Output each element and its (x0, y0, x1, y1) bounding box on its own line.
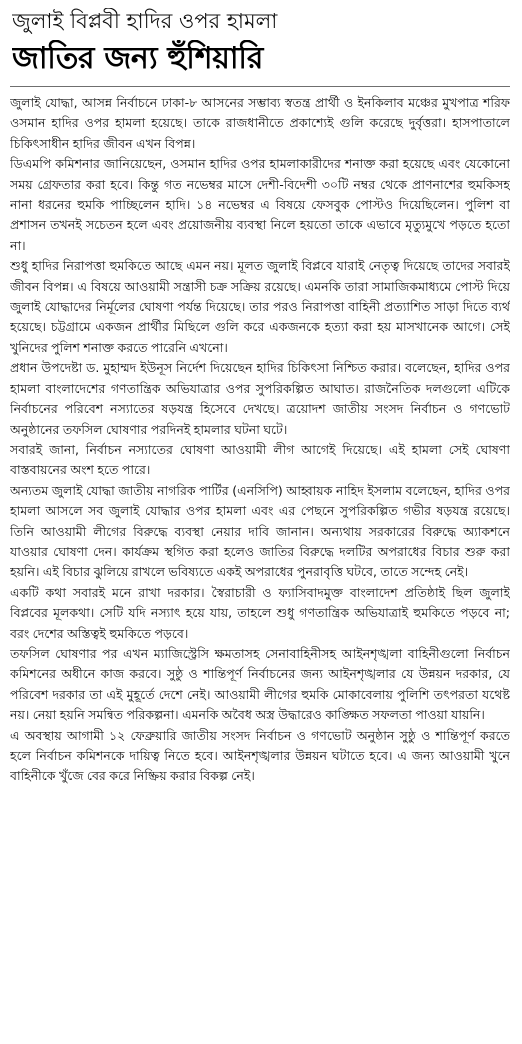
article-paragraph: একটি কথা সবারই মনে রাখা দরকার। স্বৈরাচারী ও ফ্যাসিবাদমুক্ত বাংলাদেশ প্রতিষ্ঠাই ছিল জুলাই বিপ্লবের মূলকথা। সেটি যদি নস্যাৎ হয়ে যায়, তাহলে শুধু গণতান্ত্রিক অভিযাত্রাই হুমকিতে পড়বে না; বরং দেশের অস্তিত্বই হুমকিতে পড়বে। (10, 584, 510, 641)
article-paragraph: প্রধান উপদেষ্টা ড. মুহাম্মদ ইউনূস নির্দেশ দিয়েছেন হাদির চিকিৎসা নিশ্চিত করার। বলেছেন, হাদির ওপর হামলা বাংলাদেশের গণতান্ত্রিক অভিযাত্রার ওপর সুপরিকল্পিত আঘাত। রাজনৈতিক দলগুলো এটিকে নির্বাচনের পরিবেশ নস্যাতের ষড়যন্ত্র হিসেবে দেখছে। ত্রয়োদশ জাতীয় সংসদ নির্বাচন ও গণভোট অনুষ্ঠানের তফসিল ঘোষণার পরদিনই হামলার ঘটনা ঘটে। (10, 360, 510, 437)
article-paragraph: ডিএমপি কমিশনার জানিয়েছেন, ওসমান হাদির ওপর হামলাকারীদের শনাক্ত করা হয়েছে এবং যেকোনো সময় গ্রেফতার করা হবে। কিন্তু গত নভেম্বর মাসে দেশী-বিদেশী ৩০টি নম্বর থেকে প্রাণনাশের হুমকিসহ নানা ধরনের হুমকি পাচ্ছিলেন হাদি। ১৪ নভেম্বর এ বিষয়ে ফেসবুক পোস্টও দিয়েছিলেন। পুলিশ বা প্রশাসন তখনই সচেতন হলে এবং প্রয়োজনীয় ব্যবস্থা নিলে হয়তো তাকে এভাবে মৃত্যুমুখে পড়তে হতো না। (10, 156, 510, 253)
article-paragraph: জুলাই যোদ্ধা, আসন্ন নির্বাচনে ঢাকা-৮ আসনের সম্ভাব্য স্বতন্ত্র প্রার্থী ও ইনকিলাব মঞ্চের মুখপাত্র শরিফ ওসমান হাদির ওপর হামলা হয়েছে। তাকে রাজধানীতে প্রকাশ্যেই গুলি করেছে দুর্বৃত্তরা। হাসপাতালে চিকিৎসাধীন হাদির জীবন এখন বিপন্ন। (10, 95, 510, 151)
article-paragraph: এ অবস্থায় আগামী ১২ ফেব্রুয়ারি জাতীয় সংসদ নির্বাচন ও গণভোট অনুষ্ঠান সুষ্ঠু ও শান্তিপূর্ণ করতে হলে নির্বাচন কমিশনকে দায়িত্ব নিতে হবে। আইনশৃঙ্খলার উন্নয়ন ঘটাতে হবে। এ জন্য আওয়ামী খুনে বাহিনীকে খুঁজে বের করে নিষ্ক্রিয় করার বিকল্প নেই। (10, 727, 510, 784)
article-paragraph: শুধু হাদির নিরাপত্তা হুমকিতে আছে এমন নয়। মূলত জুলাই বিপ্লবে যারাই নেতৃত্ব দিয়েছে তাদের সবারই জীবন বিপন্ন। এ বিষয়ে আওয়ামী সন্ত্রাসী চক্র সক্রিয় রয়েছে। এমনকি তারা সামাজিকমাধ্যমে পোস্ট দিয়ে জুলাই যোদ্ধাদের নির্মূলের ঘোষণা পর্যন্ত দিয়েছে। তার পরও নিরাপত্তা বাহিনী প্রত্যাশিত সাড়া দিতে ব্যর্থ হয়েছে। চট্টগ্রামে একজন প্রার্থীর মিছিলে গুলি করে একজনকে হত্যা করা হয় মাসখানেক আগে। সেই খুনিদের পুলিশ শনাক্ত করতে পারেনি এখনো। (10, 258, 510, 355)
headline-divider (10, 86, 510, 87)
article-paragraph: তফসিল ঘোষণার পর এখন ম্যাজিস্ট্রেসি ক্ষমতাসহ সেনাবাহিনীসহ আইনশৃঙ্খলা বাহিনীগুলো নির্বাচন কমিশনের অধীনে কাজ করবে। সুষ্ঠু ও শান্তিপূর্ণ নির্বাচনের জন্য আইনশৃঙ্খলার যে উন্নয়ন দরকার, যে পরিবেশ দরকার তা এই মুহূর্তে দেশে নেই। আওয়ামী লীগের হুমকি মোকাবেলায় পুলিশি তৎপরতা যথেষ্ট নয়। নেয়া হয়নি সমন্বিত পরিকল্পনা। এমনকি অবৈধ অস্ত্র উদ্ধারেও কাঙ্ক্ষিত সফলতা পাওয়া যায়নি। (10, 645, 510, 723)
article-paragraph: অন্যতম জুলাই যোদ্ধা জাতীয় নাগরিক পার্টির (এনসিপি) আহ্বায়ক নাহিদ ইসলাম বলেছেন, হাদির ওপর হামলা আসলে সব জুলাই যোদ্ধার ওপর হামলা এবং এর পেছনে সুপরিকল্পিত গভীর ষড়যন্ত্র রয়েছে। তিনি আওয়ামী লীগের বিরুদ্ধে ব্যবস্থা নেয়ার দাবি জানান। অন্যথায় সরকারের বিরুদ্ধে অ্যাকশনে যাওয়ার ঘোষণা দেন। কার্যক্রম স্থগিত করা হলেও জাতির বিরুদ্ধে দলটির অপরাধের বিচার শুরু করা হয়নি। এই বিচার ঝুলিয়ে রাখলে ভবিষ্যতে একই অপরাধের পুনরাবৃত্তি ঘটবে, তাতে সন্দেহ নেই। (10, 482, 510, 580)
article-kicker: জুলাই বিপ্লবী হাদির ওপর হামলা (12, 9, 278, 33)
article-paragraph: সবারই জানা, নির্বাচন নস্যাতের ঘোষণা আওয়ামী লীগ আগেই দিয়েছে। এই হামলা সেই ঘোষণা বাস্তবায়নের অংশ হতে পারে। (10, 441, 510, 478)
article-body (10, 93, 510, 1023)
article-headline: জাতির জন্য হুঁশিয়ারি (12, 41, 264, 76)
